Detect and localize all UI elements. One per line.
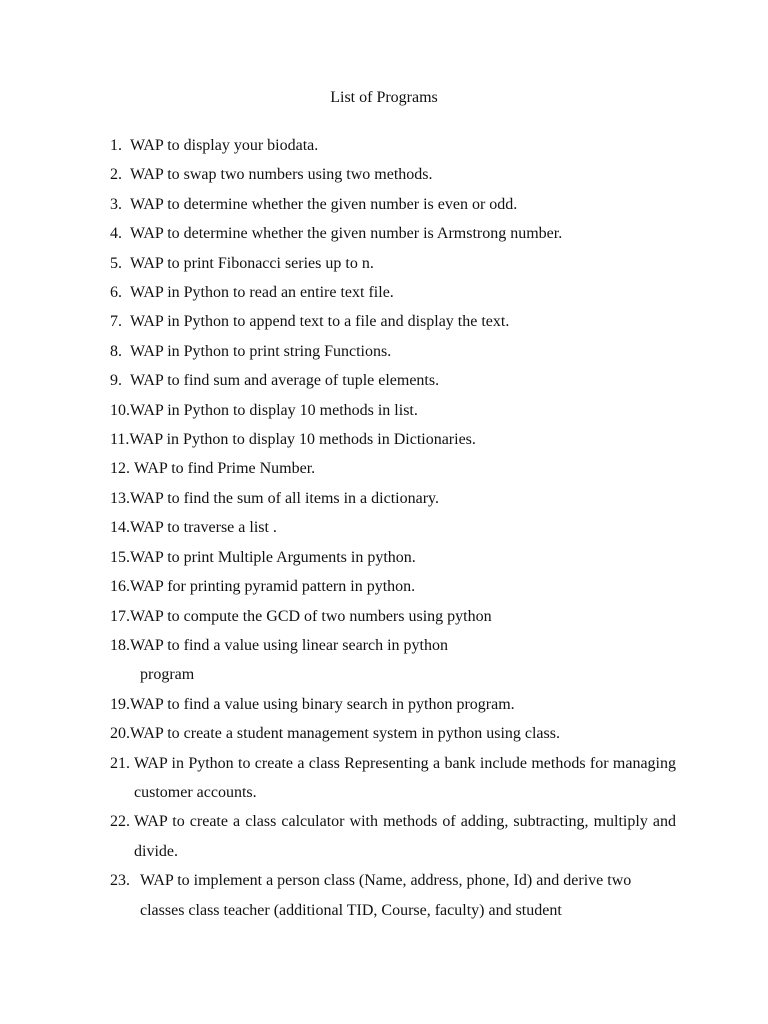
item-text-continuation: program	[140, 666, 195, 684]
item-number: 16.	[110, 578, 130, 596]
item-number: 2.	[110, 166, 122, 184]
item-number: 15.	[110, 548, 130, 566]
item-text: WAP to find Prime Number.	[134, 460, 316, 478]
item-text: WAP in Python to append text to a file and display the text.	[130, 313, 510, 331]
item-number: 19.	[110, 695, 130, 713]
list-item	[110, 190, 676, 219]
item-number: 10.	[110, 401, 130, 419]
item-text: WAP to print Fibonacci series up to n.	[130, 254, 374, 272]
list-item-continuation	[110, 660, 676, 689]
item-text: WAP to create a student management system in python using class.	[130, 725, 560, 743]
list-item	[110, 131, 676, 160]
list-item	[110, 366, 676, 395]
item-number: 1.	[110, 137, 122, 154]
item-text: WAP to traverse a list .	[130, 519, 277, 537]
list-item	[110, 278, 676, 307]
list-item	[110, 160, 676, 189]
list-item	[110, 572, 676, 601]
item-number: 21.	[110, 754, 130, 772]
list-item	[110, 484, 676, 513]
item-text: WAP to determine whether the given number is even or odd.	[130, 195, 518, 213]
item-number: 23.	[110, 872, 130, 890]
item-text: WAP to find sum and average of tuple elements.	[130, 372, 440, 390]
item-number: 14.	[110, 519, 130, 537]
item-text: WAP to swap two numbers using two methods.	[130, 166, 433, 184]
list-item	[110, 396, 676, 425]
item-number: 17.	[110, 607, 130, 625]
item-text: WAP in Python to display 10 methods in list.	[130, 401, 418, 419]
list-item	[110, 454, 676, 483]
item-number: 4.	[110, 225, 122, 243]
list-item	[110, 307, 676, 336]
item-text: WAP to find the sum of all items in a dictionary.	[130, 489, 439, 507]
item-number: 20.	[110, 725, 130, 743]
item-text: WAP in Python to print string Functions.	[130, 342, 392, 360]
item-text: WAP to display your biodata.	[130, 137, 319, 154]
list-item	[110, 602, 676, 631]
item-text: WAP in Python to create a class Representing a bank include methods for managing customer accounts.	[134, 754, 676, 801]
program-list	[110, 131, 676, 925]
item-text: WAP to determine whether the given number is Armstrong number.	[130, 225, 563, 243]
item-text: WAP in Python to read an entire text file.	[130, 284, 394, 302]
item-text: WAP to compute the GCD of two numbers using python	[130, 607, 492, 625]
item-text: WAP for printing pyramid pattern in python.	[130, 578, 416, 596]
item-number: 22.	[110, 813, 130, 831]
list-item	[110, 866, 676, 925]
list-item	[110, 690, 676, 719]
item-number: 3.	[110, 195, 122, 213]
item-number: 11.	[110, 431, 130, 449]
list-item	[110, 543, 676, 572]
page-title: List of Programs	[330, 89, 438, 106]
item-text: WAP to find a value using binary search in python program.	[130, 695, 515, 713]
item-number: 12.	[110, 460, 130, 478]
list-item	[110, 719, 676, 748]
item-text: WAP to create a class calculator with methods of adding, subtracting, multiply and divide.	[134, 813, 676, 860]
item-number: 18.	[110, 636, 130, 654]
list-item	[110, 513, 676, 542]
item-number: 5.	[110, 254, 122, 272]
list-item	[110, 337, 676, 366]
item-text: WAP to print Multiple Arguments in python.	[130, 548, 416, 566]
item-number: 13.	[110, 489, 130, 507]
item-number: 8.	[110, 342, 122, 360]
list-item	[110, 249, 676, 278]
list-item	[110, 425, 676, 454]
item-number: 9.	[110, 372, 122, 390]
list-item	[110, 631, 676, 660]
item-text: WAP to find a value using linear search in python	[130, 636, 448, 654]
item-text: WAP to implement a person class (Name, address, phone, Id) and derive two classes class teacher (additional TID, Course, faculty) and student	[140, 872, 632, 919]
item-text: WAP in Python to display 10 methods in Dictionaries.	[129, 431, 476, 449]
item-number: 6.	[110, 284, 122, 302]
list-item	[110, 219, 676, 248]
item-number: 7.	[110, 313, 122, 331]
list-item	[110, 807, 676, 866]
list-item	[110, 749, 676, 808]
